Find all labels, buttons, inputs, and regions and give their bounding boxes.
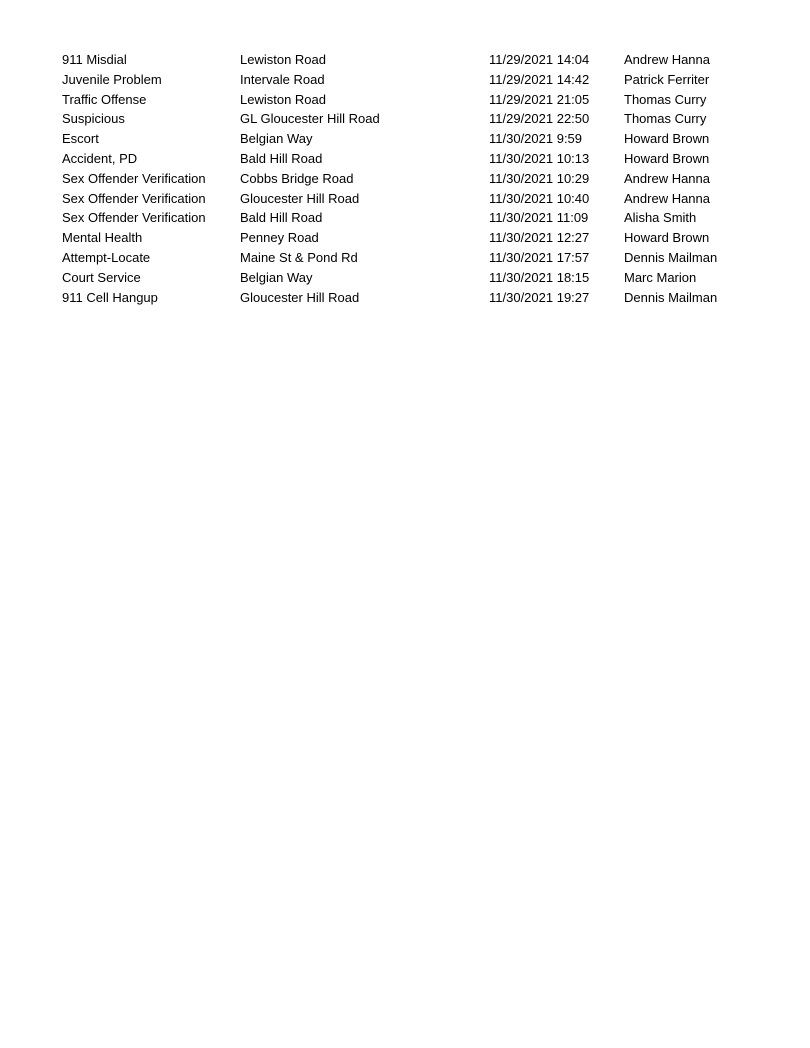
call-type-cell: Escort: [62, 131, 99, 147]
call-type-cell: Sex Offender Verification: [62, 210, 206, 226]
location-cell: Gloucester Hill Road: [240, 190, 360, 206]
officer-cell: Howard Brown: [624, 131, 710, 147]
datetime-cell: 11/30/2021 10:29: [489, 170, 590, 186]
location-cell: Cobbs Bridge Road: [240, 170, 354, 186]
call-type-cell: Mental Health: [62, 230, 143, 246]
call-type-cell: Attempt-Locate: [62, 249, 151, 265]
datetime-cell: 11/29/2021 14:04: [489, 52, 590, 67]
datetime-cell: 11/30/2021 18:15: [489, 269, 590, 285]
location-cell: Bald Hill Road: [240, 210, 323, 226]
datetime-cell: 11/30/2021 12:27: [489, 230, 590, 246]
datetime-cell: 11/30/2021 9:59: [489, 131, 583, 147]
call-type-cell: Court Service: [62, 269, 141, 285]
datetime-cell: 11/29/2021 14:42: [489, 71, 590, 87]
table-row: [62, 189, 734, 209]
table-row: [62, 90, 734, 110]
table-row: [62, 268, 734, 288]
location-cell: Intervale Road: [240, 71, 325, 87]
location-cell: Maine St & Pond Rd: [240, 249, 358, 265]
datetime-cell: 11/30/2021 11:09: [489, 210, 589, 226]
datetime-cell: 11/30/2021 10:40: [489, 190, 590, 206]
location-cell: Penney Road: [240, 230, 319, 246]
officer-cell: Andrew Hanna: [624, 52, 710, 67]
officer-cell: Andrew Hanna: [624, 190, 710, 206]
location-cell: Belgian Way: [240, 131, 313, 147]
table-row: [62, 248, 734, 268]
officer-cell: Thomas Curry: [624, 91, 707, 107]
officer-cell: Dennis Mailman: [624, 249, 718, 265]
datetime-cell: 11/29/2021 21:05: [489, 91, 590, 107]
officer-cell: Thomas Curry: [624, 111, 707, 127]
call-type-cell: Sex Offender Verification: [62, 190, 206, 206]
table-row: [62, 129, 734, 149]
officer-cell: Howard Brown: [624, 230, 710, 246]
table-row: [62, 70, 734, 90]
location-cell: Belgian Way: [240, 269, 313, 285]
officer-cell: Patrick Ferriter: [624, 71, 710, 87]
call-log-table: [62, 50, 734, 307]
location-cell: Bald Hill Road: [240, 150, 323, 166]
call-log-body: [62, 50, 734, 307]
table-row: [62, 228, 734, 248]
officer-cell: Alisha Smith: [624, 210, 697, 226]
table-row: [62, 169, 734, 189]
call-type-cell: Traffic Offense: [62, 91, 147, 107]
officer-cell: Howard Brown: [624, 150, 710, 166]
datetime-cell: 11/30/2021 17:57: [489, 249, 590, 265]
call-type-cell: Sex Offender Verification: [62, 170, 206, 186]
location-cell: GL Gloucester Hill Road: [240, 111, 380, 127]
table-row: [62, 288, 734, 308]
call-type-cell: Accident, PD: [62, 150, 138, 166]
datetime-cell: 11/30/2021 19:27: [489, 289, 590, 305]
table-row: [62, 109, 734, 129]
call-type-cell: 911 Cell Hangup: [62, 289, 158, 305]
officer-cell: Marc Marion: [624, 269, 697, 285]
table-row: [62, 208, 734, 228]
call-type-cell: 911 Misdial: [62, 52, 127, 67]
datetime-cell: 11/30/2021 10:13: [489, 150, 590, 166]
location-cell: Lewiston Road: [240, 52, 326, 67]
datetime-cell: 11/29/2021 22:50: [489, 111, 590, 127]
call-type-cell: Suspicious: [62, 111, 125, 127]
location-cell: Lewiston Road: [240, 91, 326, 107]
table-row: [62, 149, 734, 169]
officer-cell: Dennis Mailman: [624, 289, 718, 305]
location-cell: Gloucester Hill Road: [240, 289, 360, 305]
table-row: [62, 50, 734, 70]
call-type-cell: Juvenile Problem: [62, 71, 162, 87]
officer-cell: Andrew Hanna: [624, 170, 710, 186]
